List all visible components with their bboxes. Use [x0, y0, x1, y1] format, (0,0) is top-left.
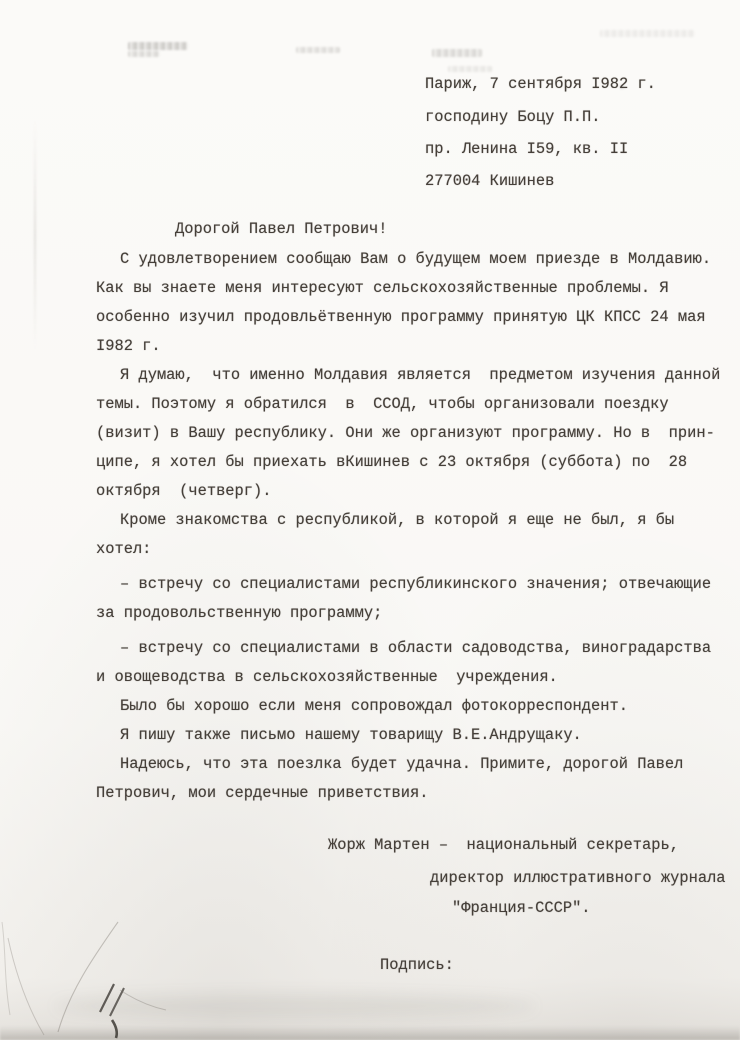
letter-line-body: Я думаю, что именно Молдавия является предметом изучения данной [120, 366, 721, 384]
letter-line-body: и овощеводства в сельскохозяйственные учреждения. [96, 668, 558, 686]
faint-stamp-mark [620, 85, 625, 89]
letter-line-body: за продовольственную программу; [96, 604, 383, 622]
letter-line-body: Петрович, мои сердечные приветствия. [96, 784, 429, 802]
pencil-scribble [0, 920, 240, 1040]
letter-line-signature-label: Подпись: [380, 956, 454, 974]
letter-line-body: (визит) в Вашу республику. Они же организуют программу. Но в прин- [96, 424, 715, 442]
letter-line-body: особенно изучил продовльётвенную программу принятую ЦК КПСС 24 мая [96, 308, 706, 326]
letter-line-body: октября (четверг). [96, 482, 272, 500]
letter-line-body: Я пишу также письмо нашему товарищу В.Е.Андрущаку. [120, 726, 582, 744]
letter-line-body: хотел: [96, 540, 152, 558]
letter-line-signature: директор иллюстративного журнала [430, 869, 726, 887]
paper-crease [34, 120, 36, 350]
letter-line-body: – встречу со специалистами республикинского значения; отвечающие [120, 575, 712, 593]
letter-line-signature: Жорж Мартен – национальный секретарь, [328, 836, 679, 854]
letter-line-signature: "Франция-СССР". [452, 899, 591, 917]
faint-stamp-mark [128, 51, 160, 57]
faint-stamp-mark [128, 42, 188, 50]
letter-line-body: I982 г. [96, 337, 161, 355]
letter-line-dateline: Париж, 7 сентября I982 г. [425, 75, 656, 93]
letter-line-body: Было бы хорошо если меня сопровождал фотокорреспондент. [120, 697, 628, 715]
letter-line-salutation: Дорогой Павел Петрович! [175, 220, 388, 238]
letter-line-recipient: пр. Ленина I59, кв. II [425, 140, 629, 158]
letter-line-body: С удовлетворением сообщаю Вам о будущем моем приезде в Молдавию. [120, 250, 712, 268]
letter-line-recipient: 277004 Кишинев [425, 172, 555, 190]
letter-line-body: темы. Поэтому я обратился в ССОД, чтобы организовали поездку [96, 395, 669, 413]
letter-line-recipient: господину Боцу П.П. [425, 108, 601, 126]
letter-line-body: Как вы знаете меня интересуют сельскохозяйственные проблемы. Я [96, 279, 669, 297]
letter-line-body: ципе, я хотел бы приехать вКишинев с 23 октября (суббота) по 28 [96, 453, 688, 471]
letter-line-body: – встречу со специалистами в области садоводства, виноградарства [120, 639, 712, 657]
faint-stamp-mark [600, 30, 695, 37]
letter-line-body: Кроме знакомства с республикой, в которой я еще не был, я бы [120, 511, 675, 529]
faint-stamp-mark [448, 66, 492, 72]
faint-stamp-mark [296, 47, 340, 53]
letter-line-body: Надеюсь, что эта поезлка будет удачна. Примите, дорогой Павел [120, 755, 684, 773]
faint-stamp-mark [432, 49, 482, 57]
